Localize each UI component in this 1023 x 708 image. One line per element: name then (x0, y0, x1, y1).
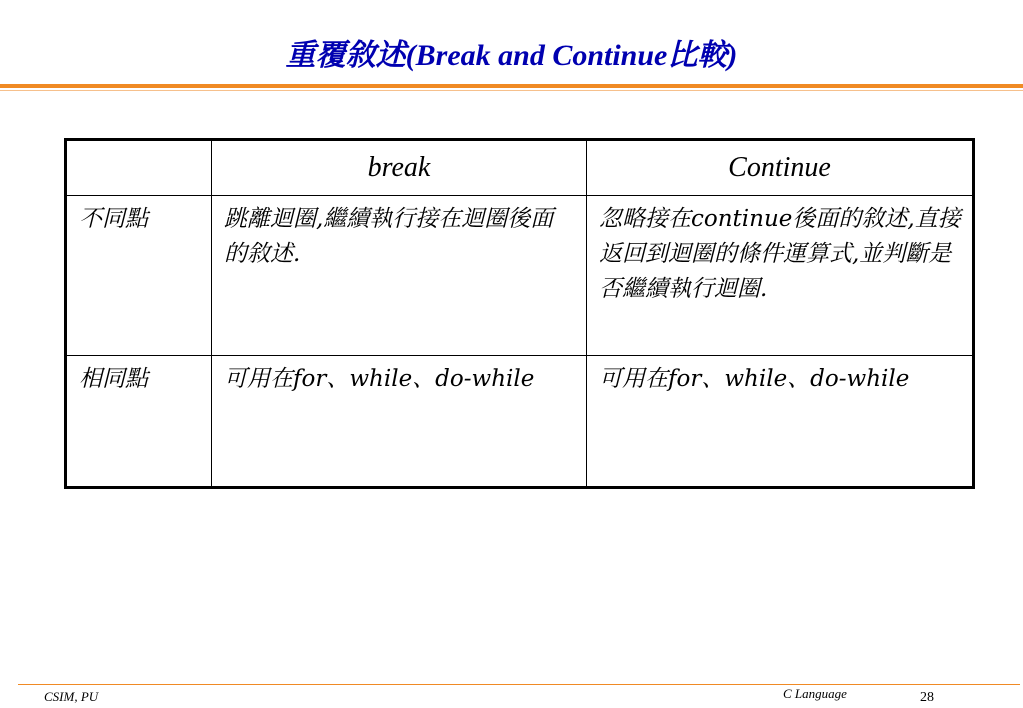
row-label-differences: 不同點 (66, 196, 212, 356)
table-row (66, 196, 974, 356)
table-header-row (66, 140, 974, 196)
cell-break-similarities: 可用在for、while、do-while (212, 356, 587, 488)
footer-divider (18, 684, 1020, 685)
title-divider (0, 84, 1023, 88)
cell-continue-similarities: 可用在for、while、do-while (587, 356, 974, 488)
cell-break-differences: 跳離迴圈,繼續執行接在迴圈後面的敘述. (212, 196, 587, 356)
footer-course: C Language (783, 686, 847, 701)
footer-org: CSIM, PU (44, 689, 99, 704)
cell-continue-differences: 忽略接在continue後面的敘述,直接返回到迴圈的條件運算式,並判斷是否繼續執行迴圈. (587, 196, 974, 356)
slide-title: 重覆敘述(Break and Continue比較) (285, 39, 738, 72)
title-divider-thin (0, 90, 1023, 91)
page-number: 28 (920, 690, 934, 705)
row-label-similarities: 相同點 (66, 356, 212, 488)
header-continue: Continue (587, 140, 974, 196)
header-break: break (212, 140, 587, 196)
table-row (66, 356, 974, 488)
comparison-table (64, 138, 975, 489)
header-blank-cell (66, 140, 212, 196)
